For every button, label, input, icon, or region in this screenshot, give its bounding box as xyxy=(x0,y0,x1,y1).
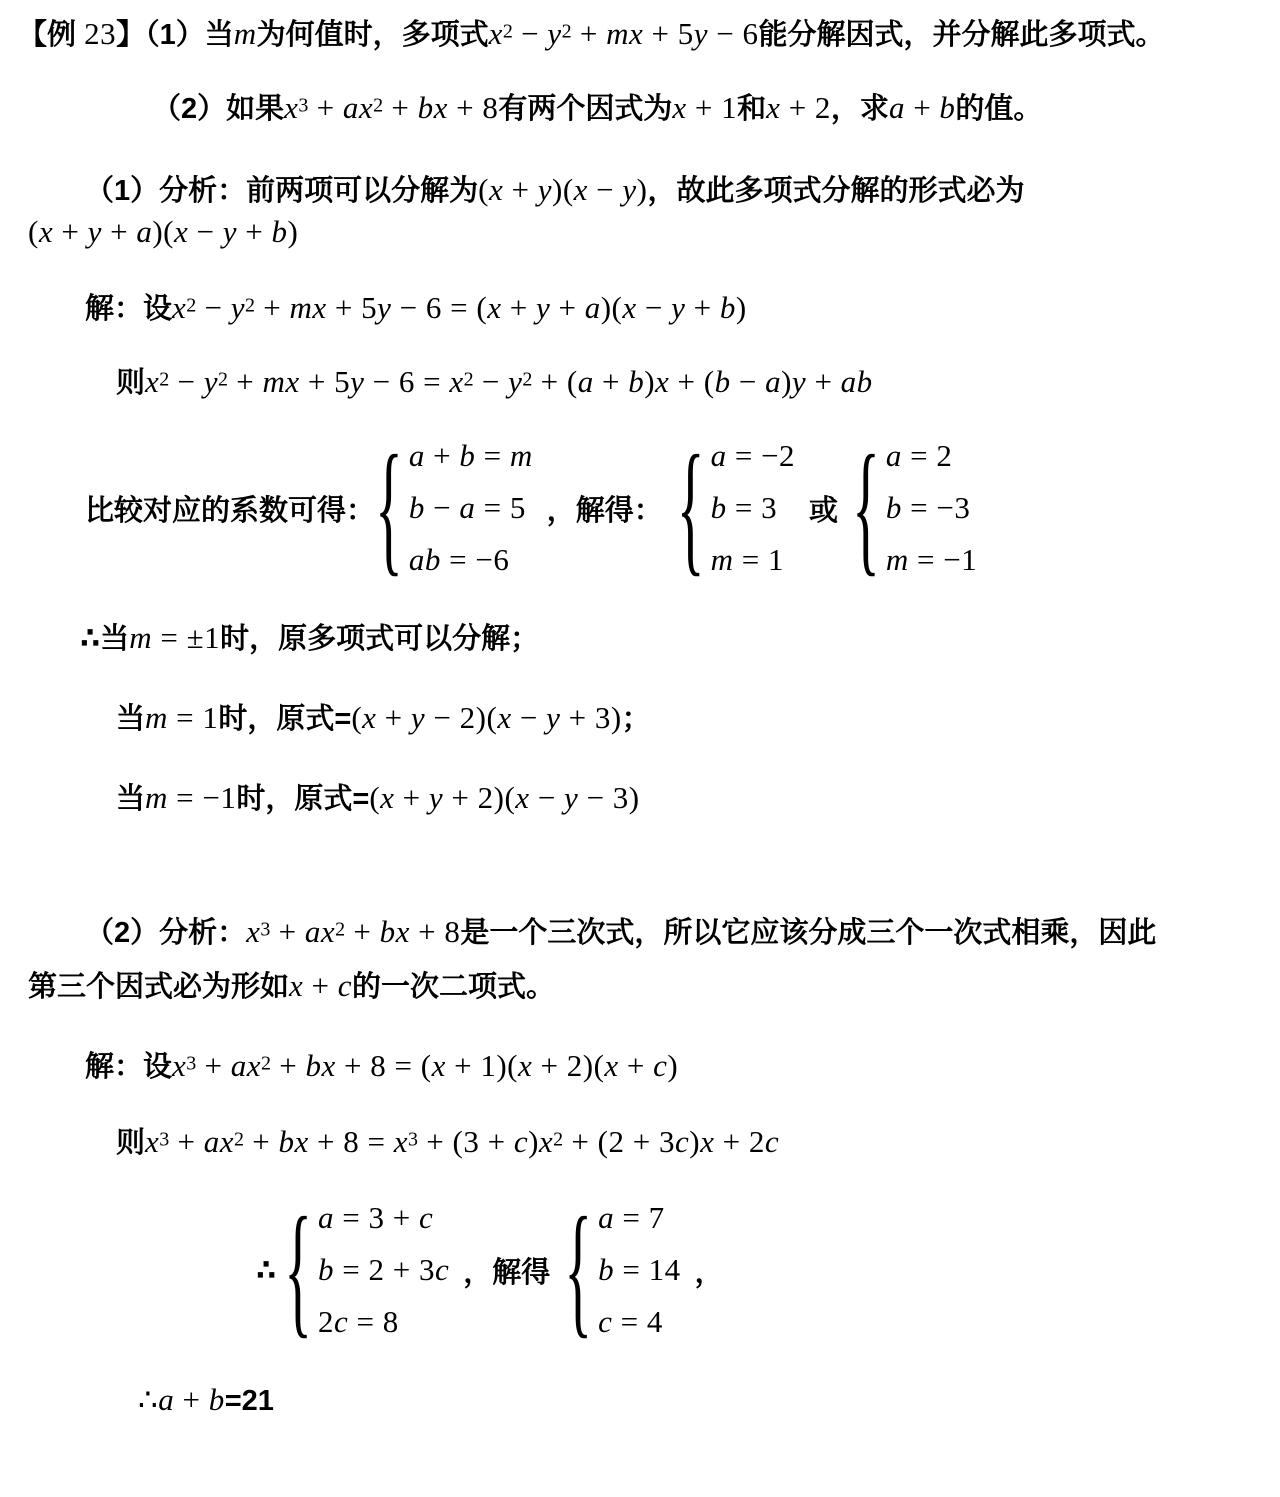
system2-therefore-label: ∴ xyxy=(256,1254,277,1287)
system1-solve-label: ，解得： xyxy=(546,494,663,527)
system2-trailing-comma: ， xyxy=(694,1256,724,1289)
equation-row: b = − 3 xyxy=(885,490,971,525)
left-curly-brace-icon: { xyxy=(564,1185,593,1352)
part1-case-m1-line: 当m = 1时，原式=(x + y − 2)(x − y + 3)； xyxy=(116,700,651,735)
equation-row: a b = − 6 xyxy=(408,542,510,577)
equation-row: b = 2 + 3 c xyxy=(318,1252,450,1287)
part1-analysis-continuation-line: (x + y + a)(x − y + b) xyxy=(28,214,299,249)
equation-row: b = 1 4 xyxy=(598,1252,681,1287)
part2-analysis-continuation-line: 第三个因式必为形如x + c的一次二项式。 xyxy=(28,968,556,1003)
equation-row: a = 2 xyxy=(885,438,953,473)
part1-analysis-line: （1）分析：前两项可以分解为(x + y)(x − y)，故此多项式分解的形式必为 xyxy=(85,172,1025,207)
part2-expansion-line: 则$x^3 + ax^2$ + bx + $8 = x^3 + (3 + c)x^2 + (2 + 3c)x + 2c$ xyxy=(116,1124,780,1159)
equation-row: a + b = m xyxy=(408,438,533,473)
left-curly-brace-icon: { xyxy=(676,423,705,590)
part2-analysis-line: （2）分析：$x^3 + ax^2$ + bx + 8是一个三次式，所以它应该分成三个一次式相乘，因此 xyxy=(85,914,1157,949)
equation-row: m = 1 xyxy=(710,542,784,577)
system1-right-system xyxy=(852,423,978,590)
system1-middle-system xyxy=(676,423,796,590)
system1-prefix-label: 比较对应的系数可得： xyxy=(85,494,376,527)
system2-right-system xyxy=(564,1185,681,1352)
left-curly-brace-icon: { xyxy=(375,423,403,590)
part2-system-block xyxy=(256,1185,724,1352)
part1-conclusion-line: ∴当m = ±1时，原多项式可以分解； xyxy=(80,620,540,655)
system2-solve-label: ，解得 xyxy=(463,1256,551,1289)
equation-row: a = − 2 xyxy=(710,438,796,473)
final-answer-line: ∴a + b=21 xyxy=(138,1382,274,1417)
equation-row: b − a = 5 xyxy=(408,490,526,525)
equation-row: m = − 1 xyxy=(885,542,978,577)
part1-case-m-neg1-line: 当m = −1时，原式=(x + y + 2)(x − y − 3) xyxy=(116,780,640,815)
system2-right-equations xyxy=(598,1192,680,1348)
equation-row: c = 4 xyxy=(598,1304,663,1339)
problem-part-2-line: （2）如果$x^3 + ax^2$ + bx + 8有两个因式为x + 1和x + 2，求a + b的值。 xyxy=(152,90,1043,125)
part1-expansion-line: 则$x^2 - y^2$ + mx + $5y - 6 = x^2 - y^2 + (a + b)x + (b - a)y$ + ab xyxy=(116,364,873,399)
system1-right-equations xyxy=(886,430,977,586)
system1-left-equations xyxy=(409,430,533,586)
example-23-heading-line: 【例 23】（1）当m为何值时，多项式$x^2 - y^2$ + mx + 5y − 6能分解因式，并分解此多项式。 xyxy=(18,16,1165,51)
part1-solution-setup-line: 解：设$x^2 - y^2$ + mx + 5y − 6 = (x + y + a)(x − y + b) xyxy=(85,290,747,325)
equation-row: a = 7 xyxy=(598,1200,665,1235)
system1-left-system xyxy=(375,423,533,590)
left-curly-brace-icon: { xyxy=(284,1185,313,1352)
system2-left-equations xyxy=(318,1192,449,1348)
system2-left-system xyxy=(284,1185,450,1352)
part2-solution-setup-line: 解：设$x^3 + ax^2$ + bx + 8 = (x + 1)(x + 2)(x + c) xyxy=(85,1048,679,1083)
equation-row: b = 3 xyxy=(710,490,778,525)
part1-system-block xyxy=(85,423,978,590)
system1-or-label: 或 xyxy=(809,494,839,527)
system1-middle-equations xyxy=(711,430,795,586)
left-curly-brace-icon: { xyxy=(852,423,880,590)
equation-row: 2 c = 8 xyxy=(318,1304,399,1339)
equation-row: a = 3 + c xyxy=(318,1200,434,1235)
